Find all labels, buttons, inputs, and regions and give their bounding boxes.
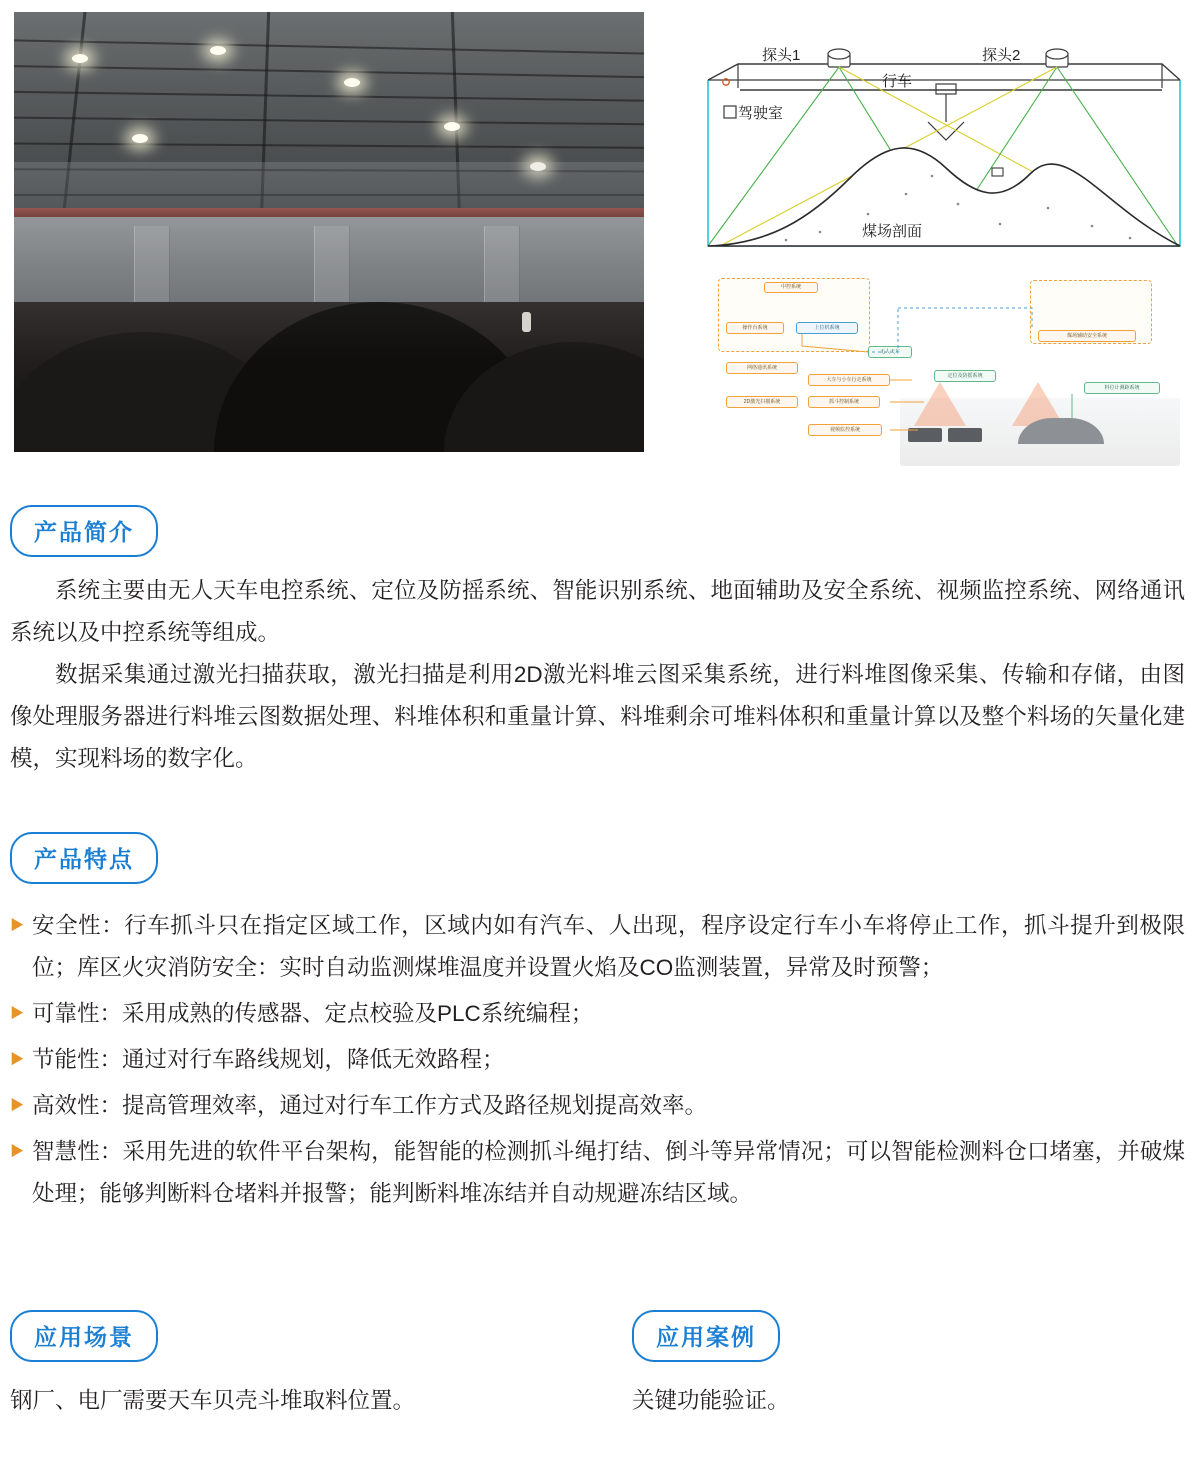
photo-ceiling-lamp xyxy=(72,54,88,63)
feature-text: 安全性：行车抓斗只在指定区域工作，区域内如有汽车、人出现，程序设定行车小车将停止工作，抓斗提升到极限位；库区火灾消防安全：实时自动监测煤堆温度并设置火焰及CO监测装置，异常及时预警； xyxy=(32,913,1185,980)
topology-box: 中控系统 xyxy=(764,282,818,293)
feature-item xyxy=(10,993,1185,1035)
schematic-label-probe2: 探头2 xyxy=(982,47,1021,64)
photo-worker xyxy=(522,312,531,332)
topology-box: 煤场辅助安全系统 xyxy=(1038,330,1136,342)
feature-text: 智慧性：采用先进的软件平台架构，能智能的检测抓斗绳打结、倒斗等异常情况；可以智能检测料仓口堵塞，并破煤处理；能够判断料仓堵料并报警；能判断料堆冻结并自动规避冻结区域。 xyxy=(32,1139,1185,1206)
feature-text: 可靠性：采用成熟的传感器、定点校验及PLC系统编程； xyxy=(32,1001,594,1026)
topology-box: 网络通讯系统 xyxy=(726,362,798,374)
feature-item xyxy=(10,905,1185,989)
photo-ceiling-lamp xyxy=(132,134,148,143)
photo-ceiling-lamp xyxy=(530,162,546,171)
case-text: 关键功能验证。 xyxy=(632,1388,790,1413)
feature-item xyxy=(10,1131,1185,1215)
feature-item xyxy=(10,1085,1185,1127)
triangle-bullet-icon: ▶ xyxy=(10,917,24,933)
schematic-label-probe1: 探头1 xyxy=(762,47,801,64)
topology-box: 大车与小车行走系统 xyxy=(808,374,890,386)
photo-truss-beam xyxy=(14,194,644,196)
triangle-bullet-icon: ▶ xyxy=(10,1005,24,1021)
topology-box: 上位机系统 xyxy=(796,322,858,334)
topology-box: 视频监控系统 xyxy=(808,424,882,436)
schematic-label-crane: 行车 xyxy=(882,73,913,90)
topology-connectors xyxy=(712,278,1182,468)
section-title-scenario: 应用场景 xyxy=(10,1310,158,1362)
photo-crane-panel xyxy=(314,226,350,314)
intro-paragraph-1: 系统主要由无人天车电控系统、定位及防摇系统、智能识别系统、地面辅助及安全系统、视频监控系统、网络通讯系统以及中控系统等组成。 xyxy=(10,578,1185,645)
intro-paragraph-2: 数据采集通过激光扫描获取，激光扫描是利用2D激光料堆云图采集系统，进行料堆图像采集、传输和存储，由图像处理服务器进行料堆云图数据处理、料堆体积和重量计算、料堆剩余可堆料体积和重量计算以及整个料场的矢量化建模，实现料场的数字化。 xyxy=(10,662,1185,771)
coal-yard-section-schematic xyxy=(700,18,1188,263)
feature-text: 高效性：提高管理效率，通过对行车工作方式及路径规划提高效率。 xyxy=(32,1093,708,1118)
topology-box: 抓斗控制系统 xyxy=(808,396,880,408)
photo-ceiling-lamp xyxy=(210,46,226,55)
triangle-bullet-icon: ▶ xyxy=(10,1097,24,1113)
topology-box: 料位计测距系统 xyxy=(1084,382,1160,394)
photo-ceiling-lamp xyxy=(444,122,460,131)
photo-ceiling-lamp xyxy=(344,78,360,87)
scenario-column xyxy=(10,1310,570,1418)
media-row xyxy=(0,0,1200,470)
topology-box: 操作台系统 xyxy=(726,322,784,334)
photo-crane-panel xyxy=(134,226,170,314)
coal-yard-photo xyxy=(14,12,644,452)
feature-text: 节能性：通过对行车路线规划，降低无效路程； xyxy=(32,1047,505,1072)
section-title-case: 应用案例 xyxy=(632,1310,780,1362)
feature-list xyxy=(10,905,1185,1219)
system-topology-diagram xyxy=(712,278,1182,468)
triangle-bullet-icon: ▶ xyxy=(10,1143,24,1159)
section-title-intro: 产品简介 xyxy=(10,505,158,557)
scenario-text: 钢厂、电厂需要天车贝壳斗堆取料位置。 xyxy=(10,1388,416,1413)
feature-item xyxy=(10,1039,1185,1081)
topology-box: 定位及防摇系统 xyxy=(934,370,996,382)
section-title-features: 产品特点 xyxy=(10,832,158,884)
case-column xyxy=(632,1310,1172,1418)
topology-box: 无人天车 xyxy=(868,346,912,358)
triangle-bullet-icon: ▶ xyxy=(10,1051,24,1067)
schematic-label-cab: 驾驶室 xyxy=(738,105,784,122)
topology-box: 2D激光扫描系统 xyxy=(726,396,798,408)
photo-crane-panel xyxy=(484,226,520,314)
schematic-label-section: 煤场剖面 xyxy=(862,223,923,240)
